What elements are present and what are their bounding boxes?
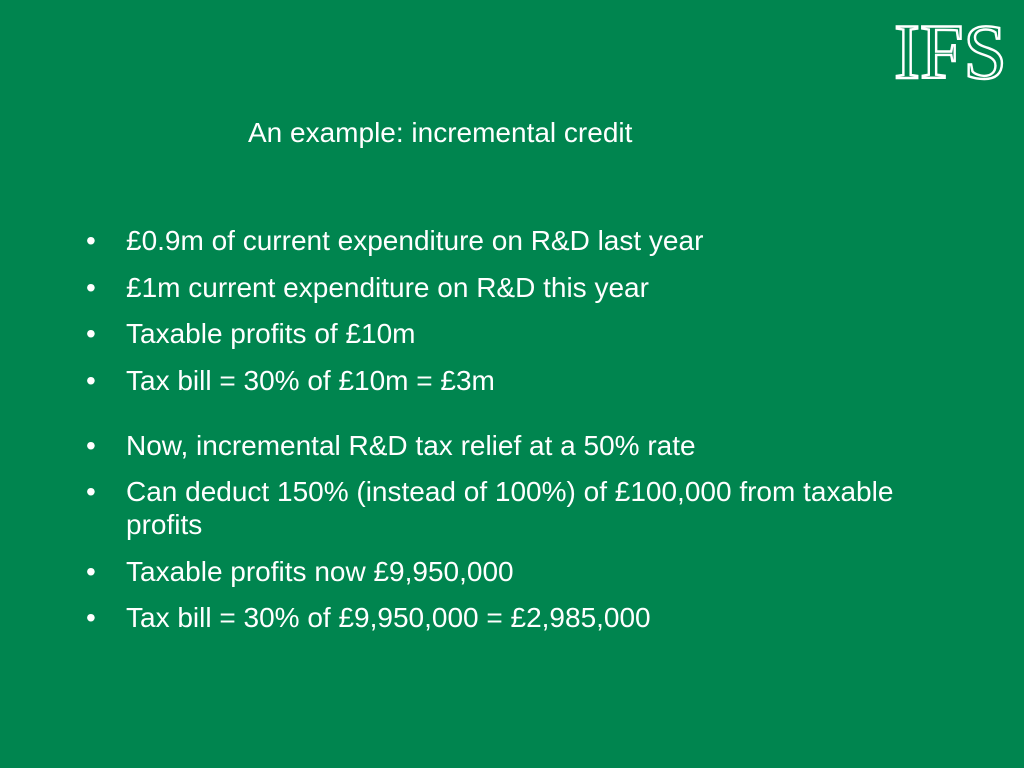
- bullet-item: [86, 271, 906, 304]
- bullet-text: Taxable profits of £10m: [126, 318, 416, 349]
- bullet-text: Can deduct 150% (instead of 100%) of £100,000 from taxable profits: [126, 476, 894, 540]
- bullet-icon: •: [86, 602, 96, 633]
- bullet-text: Tax bill = 30% of £10m = £3m: [126, 364, 495, 396]
- ifs-logo-text: IFS: [894, 8, 1007, 86]
- bullet-item: [86, 317, 906, 350]
- bullet-icon: •: [86, 429, 96, 461]
- bullet-icon: •: [86, 476, 96, 507]
- bullet-item: [86, 601, 906, 634]
- bullet-list: [86, 224, 906, 648]
- bullet-item: [86, 364, 906, 397]
- ifs-logo-mark: [890, 6, 1012, 86]
- ifs-logo: [890, 6, 1012, 86]
- bullet-text: Tax bill = 30% of £9,950,000 = £2,985,000: [126, 602, 651, 633]
- bullet-text: Now, incremental R&D tax relief at a 50% rate: [126, 429, 696, 461]
- bullet-text: £1m current expenditure on R&D this year: [126, 271, 649, 303]
- bullet-text: Taxable profits now £9,950,000: [126, 555, 514, 587]
- bullet-icon: •: [86, 364, 96, 396]
- bullet-item: [86, 224, 906, 257]
- bullet-icon: •: [86, 318, 96, 349]
- slide-title: An example: incremental credit: [248, 117, 633, 148]
- bullet-icon: •: [86, 555, 96, 587]
- bullet-icon: •: [86, 271, 96, 303]
- bullet-item: [86, 429, 906, 462]
- bullet-item: [86, 475, 906, 541]
- bullet-icon: •: [86, 225, 96, 256]
- bullet-text: £0.9m of current expenditure on R&D last year: [126, 225, 704, 256]
- bullet-item: [86, 555, 906, 588]
